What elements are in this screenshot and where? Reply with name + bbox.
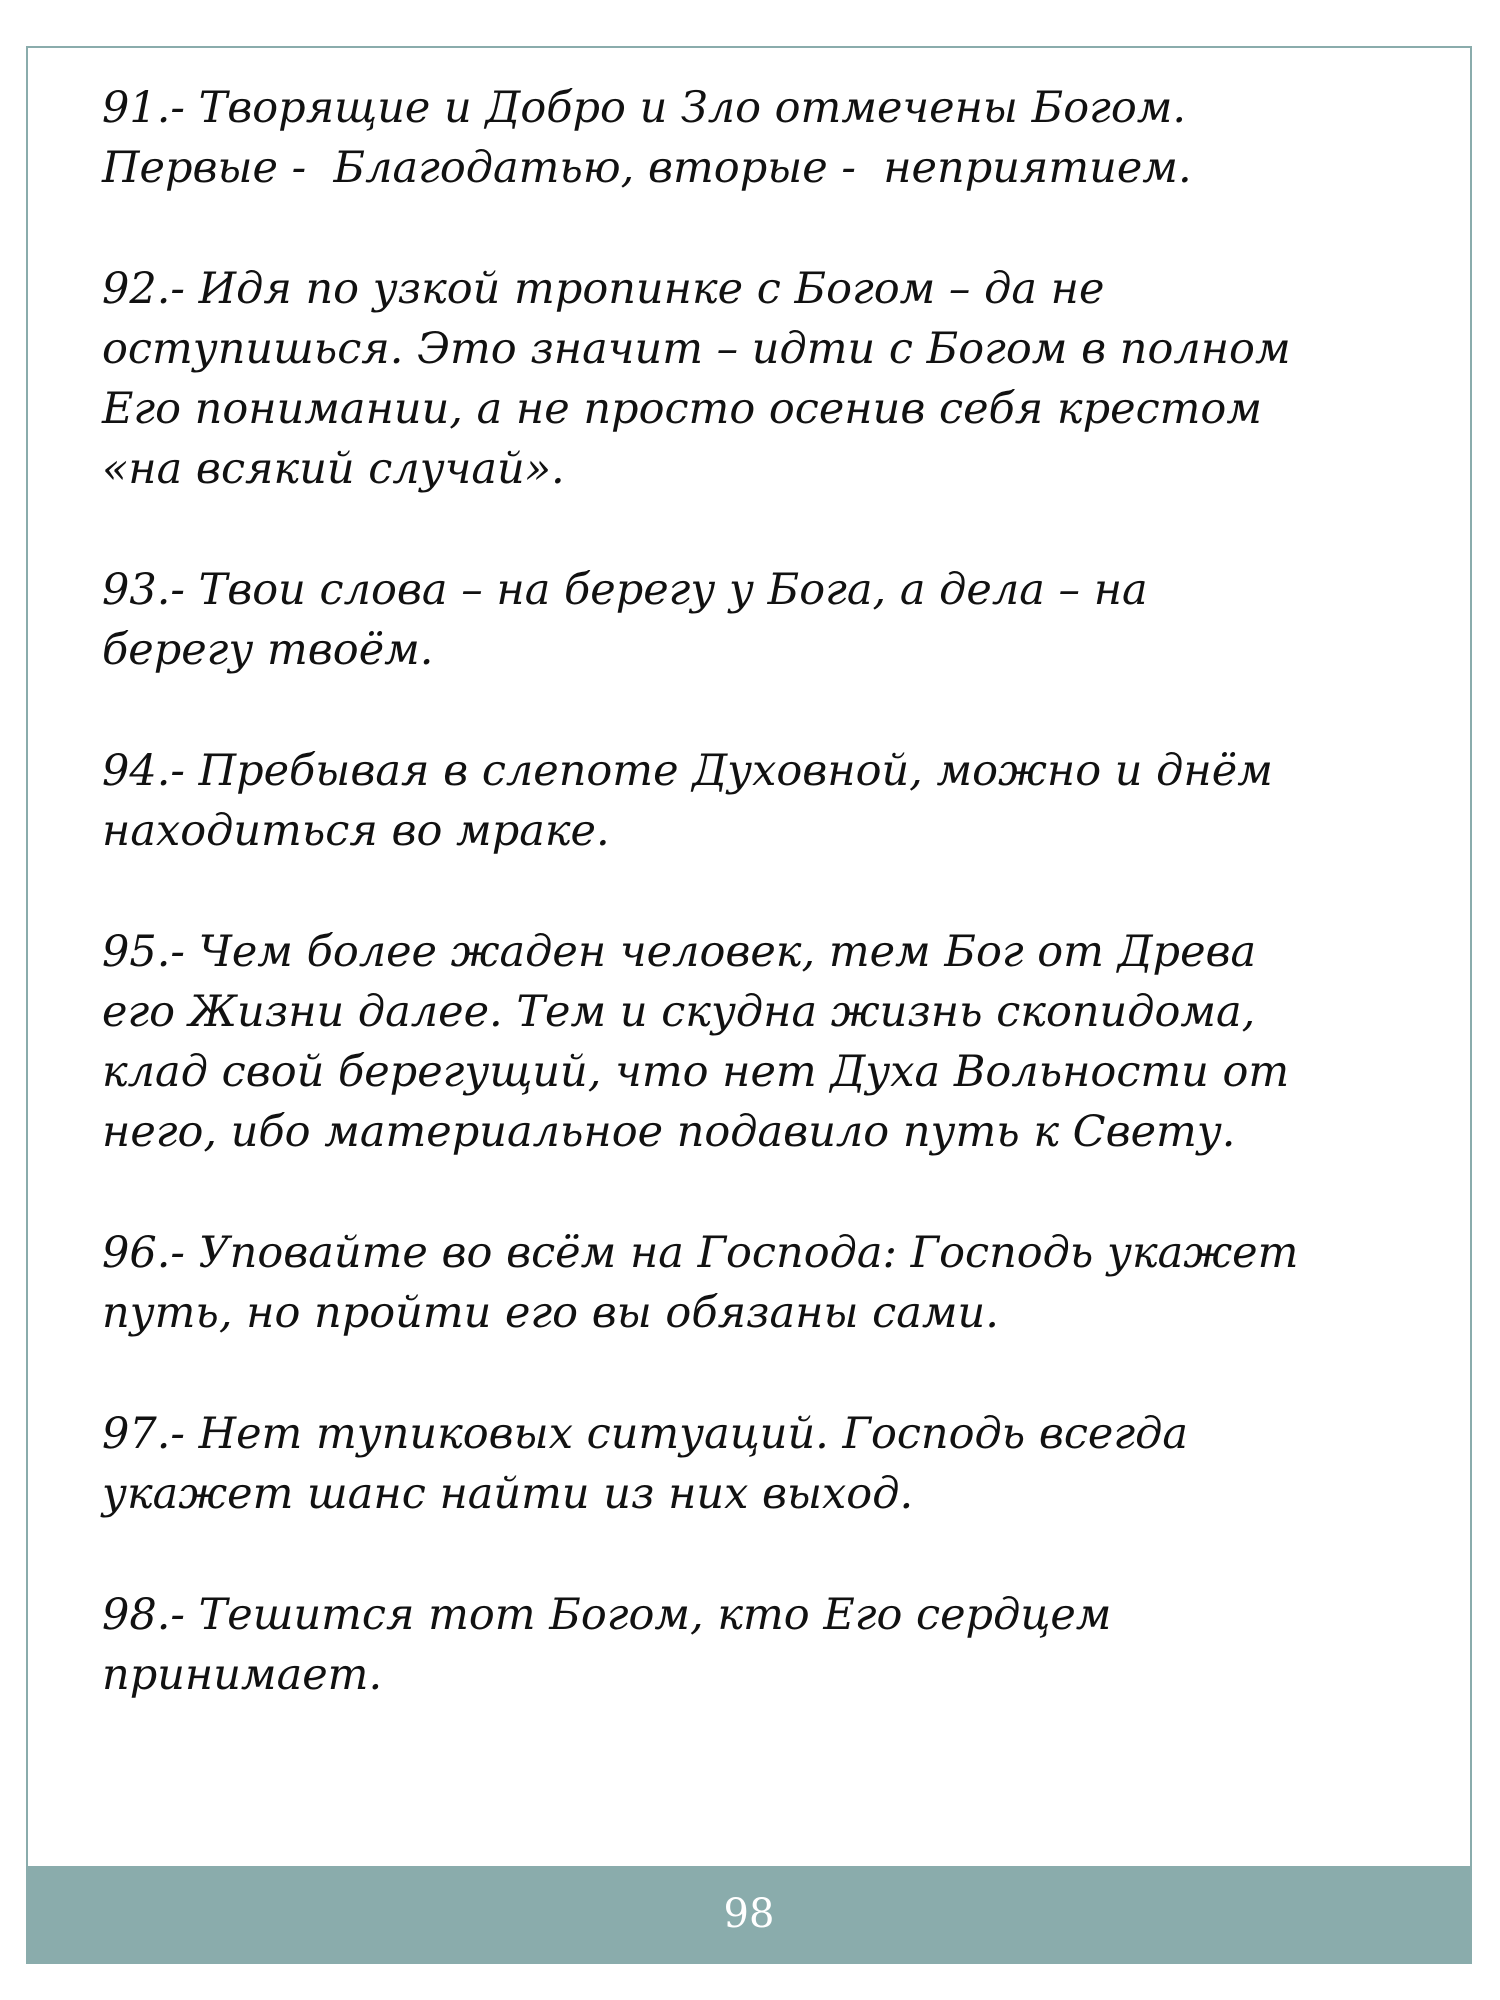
aphorism-93 [102, 560, 1422, 680]
footer-bar [28, 1866, 1470, 1962]
aphorism-95 [102, 922, 1422, 1162]
text-line: 97.- Нет тупиковых ситуаций. Господь всегда [102, 1409, 1189, 1459]
text-line: его Жизни далее. Тем и скудна жизнь скопидома, [102, 987, 1256, 1037]
text-line: Первые - Благодатью, вторые - неприятием. [102, 143, 1192, 193]
text-line: 95.- Чем более жаден человек, тем Бог от Древа [102, 927, 1257, 977]
text-line: клад свой берегущий, что нет Духа Вольности от [102, 1047, 1290, 1097]
aphorism-94 [102, 741, 1422, 861]
page-number: 98 [723, 1891, 775, 1937]
text-line: него, ибо материальное подавило путь к Свету. [102, 1107, 1236, 1157]
text-line: 96.- Уповайте во всём на Господа: Господь укажет [102, 1228, 1299, 1278]
text-line: берегу твоём. [102, 625, 434, 675]
aphorism-96 [102, 1223, 1422, 1343]
text-line: 91.- Творящие и Добро и Зло отмечены Богом. [102, 83, 1187, 133]
text-line: «на всякий случай». [102, 444, 565, 494]
text-line: 94.- Пребывая в слепоте Духовной, можно и днём [102, 746, 1273, 796]
aphorism-98 [102, 1585, 1422, 1705]
page-frame [26, 46, 1472, 1964]
page-content [102, 78, 1422, 1766]
text-line: 92.- Идя по узкой тропинке с Богом – да не [102, 264, 1105, 314]
aphorism-92 [102, 259, 1422, 499]
text-line: 93.- Твои слова – на берегу у Бога, а дела – на [102, 565, 1148, 615]
text-line: укажет шанс найти из них выход. [102, 1469, 914, 1519]
aphorism-97 [102, 1404, 1422, 1524]
text-line: находиться во мраке. [102, 806, 610, 856]
aphorism-91 [102, 78, 1422, 198]
text-line: принимает. [102, 1650, 383, 1700]
text-line: 98.- Тешится тот Богом, кто Его сердцем [102, 1590, 1112, 1640]
text-line: путь, но пройти его вы обязаны сами. [102, 1288, 999, 1338]
text-line: Его понимании, а не просто осенив себя крестом [102, 384, 1262, 434]
text-line: оступишься. Это значит – идти с Богом в полном [102, 324, 1291, 374]
